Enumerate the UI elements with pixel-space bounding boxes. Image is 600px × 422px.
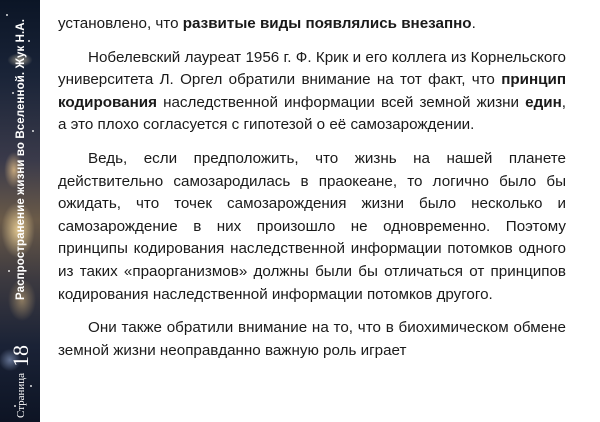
star-decoration	[32, 130, 34, 132]
text-run: Нобелевский лауреат 1956 г. Ф. Крик и его коллега из Корнельского университета Л. Оргел обратили внимание на тот факт, что	[58, 48, 566, 89]
text-run: .	[471, 15, 476, 32]
paragraph	[58, 13, 566, 36]
text-run: Они также обратили внимание на то, что в биохимическом обмене земной жизни неоправданно важную роль играет	[58, 319, 566, 359]
body-text	[58, 13, 566, 373]
paragraph	[58, 47, 566, 137]
text-run: , а это плохо согласуется с гипотезой о её самозарождении.	[58, 93, 566, 134]
page-label: Страница	[15, 372, 27, 418]
text-run: Ведь, если предположить, что жизнь на нашей планете действительно самозародилась в праокеане, то логично было бы ожидать, что точек самозарождения жизни было несколько и самозарождение в них произошло не одновременно. Поэтому принципы кодирования наследственной информации потомков одного из таких «праорганизмов» должны были бы отличаться от принципов кодирования наследственной информации потомков другого.	[58, 149, 566, 303]
emphasized-text: развитые виды появлялись внезапно	[182, 15, 472, 32]
text-run: наследственной информации всей земной жизни	[156, 93, 526, 111]
star-decoration	[6, 14, 8, 16]
emphasized-text: един	[525, 93, 562, 111]
decorative-space-strip	[0, 0, 40, 422]
paragraph	[58, 317, 566, 362]
page-number-block	[6, 318, 36, 418]
page-number: 18	[8, 344, 33, 367]
emphasized-text: принцип кодирования	[58, 71, 566, 111]
paragraph	[58, 148, 566, 306]
running-header-title: Распространение жизни во Вселенной. Жук Н.А.	[15, 18, 27, 300]
text-run: установлено, что	[58, 15, 183, 32]
